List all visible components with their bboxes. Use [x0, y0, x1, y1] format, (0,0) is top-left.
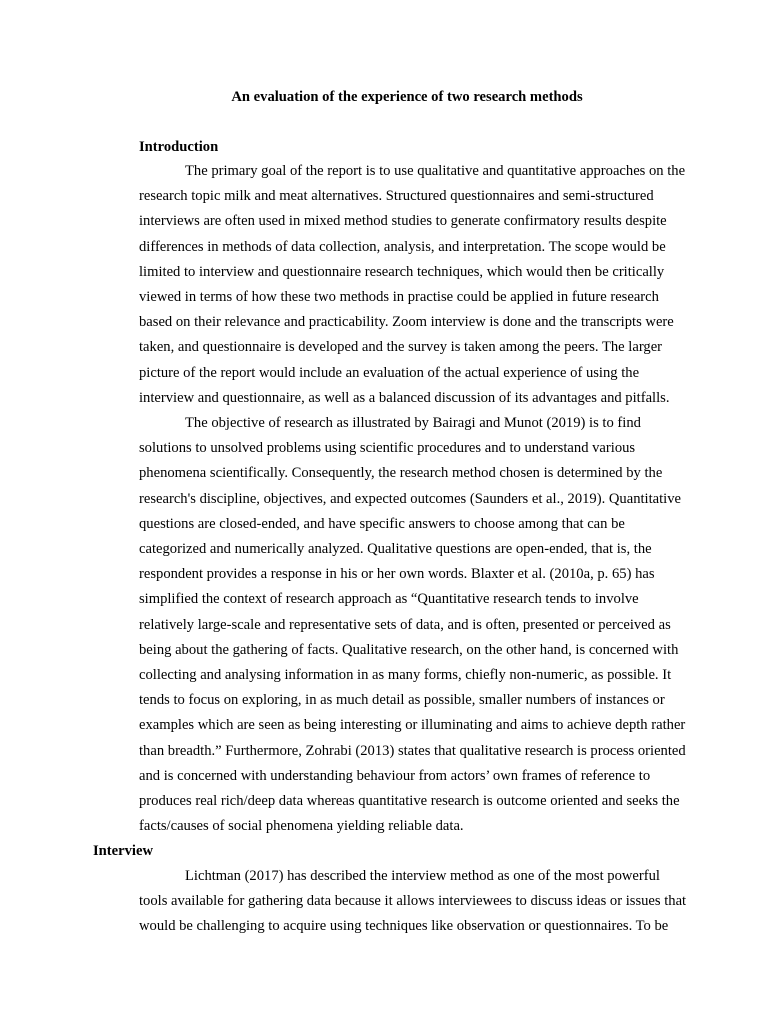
- text-line: interviews are often used in mixed method studies to generate confirmatory results despite: [139, 213, 667, 230]
- text-line: being about the gathering of facts. Qualitative research, on the other hand, is concerned with: [139, 641, 679, 658]
- text-line: would be challenging to acquire using techniques like observation or questionnaires. To be: [139, 918, 669, 935]
- text-line: and is concerned with understanding behaviour from actors’ own frames of reference to: [139, 767, 651, 784]
- text-line: than breadth.” Furthermore, Zohrabi (2013) states that qualitative research is process oriented: [139, 742, 686, 759]
- text-line: phenomena scientifically. Consequently, the research method chosen is determined by the: [139, 465, 663, 482]
- text-line: tends to focus on exploring, in as much detail as possible, smaller numbers of instances or: [139, 692, 665, 709]
- section-heading-introduction: Introduction: [139, 139, 219, 155]
- introduction-paragraph-1: [93, 159, 686, 411]
- text-line: respondent provides a response in his or her own words. Blaxter et al. (2010a, p. 65) has: [139, 566, 655, 583]
- text-line: interview and questionnaire, as well as a balanced discussion of its advantages and pitfalls.: [139, 389, 670, 406]
- text-line: based on their relevance and practicability. Zoom interview is done and the transcripts were: [139, 314, 674, 331]
- text-line: solutions to unsolved problems using scientific procedures and to understand various: [139, 440, 636, 457]
- text-line: The primary goal of the report is to use qualitative and quantitative approaches on the: [185, 163, 686, 179]
- text-line: relatively large-scale and representative sets of data, and is often, presented or perceived as: [139, 616, 671, 633]
- text-line: questions are closed-ended, and have specific answers to choose among that can be: [139, 515, 625, 532]
- document-title: An evaluation of the experience of two research methods: [231, 89, 583, 105]
- text-line: Lichtman (2017) has described the interview method as one of the most powerful: [185, 868, 660, 884]
- interview-paragraph-1: [93, 864, 687, 940]
- text-line: viewed in terms of how these two methods in practise could be applied in future research: [139, 289, 659, 306]
- text-line: taken, and questionnaire is developed and the survey is taken among the peers. The larger: [139, 339, 663, 356]
- text-line: research's discipline, objectives, and expected outcomes (Saunders et al., 2019). Quantitative: [139, 490, 682, 507]
- text-line: tools available for gathering data because it allows interviewees to discuss ideas or issues that: [139, 893, 687, 910]
- section-heading-interview: Interview: [93, 843, 153, 859]
- text-line: limited to interview and questionnaire research techniques, which would then be critically: [139, 263, 665, 280]
- text-line: produces real rich/deep data whereas quantitative research is outcome oriented and seeks the: [139, 793, 680, 810]
- text-line: research topic milk and meat alternatives. Structured questionnaires and semi-structured: [139, 188, 654, 205]
- text-line: The objective of research as illustrated by Bairagi and Munot (2019) is to find: [185, 415, 641, 431]
- text-line: categorized and numerically analyzed. Qualitative questions are open-ended, that is, the: [139, 541, 652, 558]
- text-line: examples which are seen as being interesting or illuminating and aims to achieve depth rather: [139, 717, 686, 734]
- text-line: collecting and analysing information in as many forms, chiefly non-numeric, as possible. It: [139, 667, 672, 684]
- text-line: facts/causes of social phenomena yielding reliable data.: [139, 818, 464, 835]
- text-line: differences in methods of data collection, analysis, and interpretation. The scope would be: [139, 238, 666, 255]
- text-line: simplified the context of research approach as “Quantitative research tends to involve: [139, 591, 639, 608]
- introduction-paragraph-2: [93, 411, 686, 839]
- text-line: picture of the report would include an evaluation of the actual experience of using the: [139, 364, 640, 381]
